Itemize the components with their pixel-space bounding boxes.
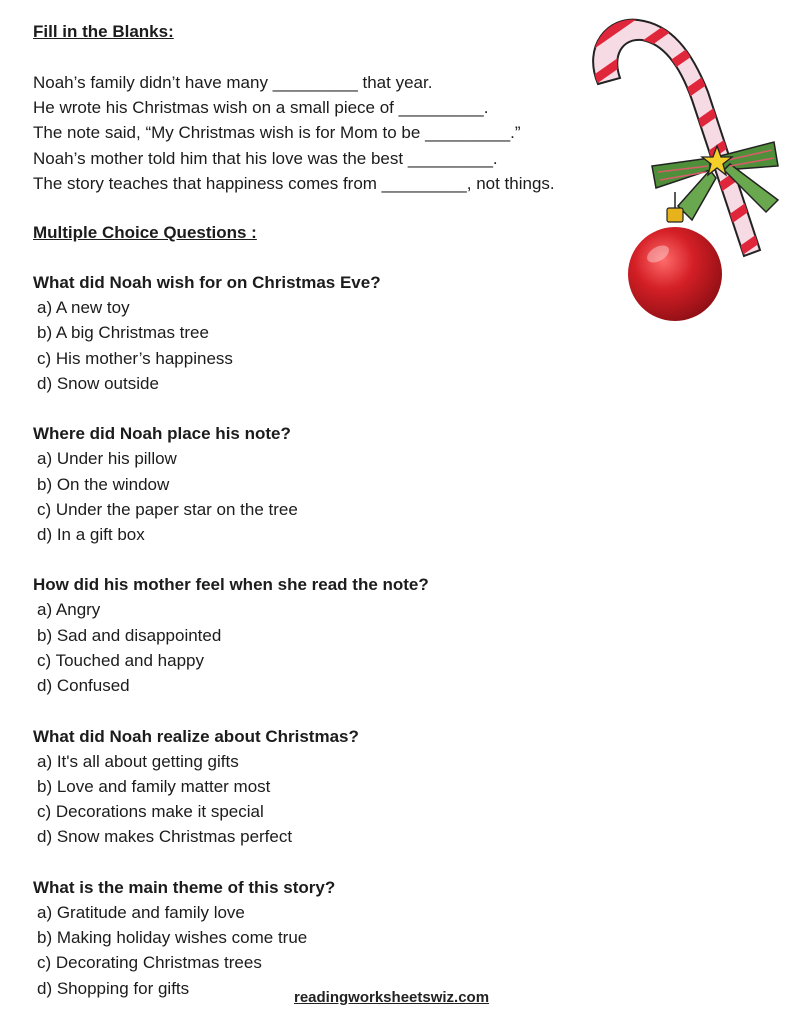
answer-option: a) A new toy [37,298,130,318]
answer-option: b) Sad and disappointed [37,625,222,645]
answer-option: c) His mother’s happiness [37,348,233,368]
answer-option: c) Decorating Christmas trees [37,953,262,973]
answer-option: a) It's all about getting gifts [37,751,239,771]
answer-option: b) Making holiday wishes come true [37,928,308,948]
answer-option: d) In a gift box [37,525,145,545]
worksheet-content [33,20,593,1001]
fill-blank-line: Noah’s family didn’t have many _________ that year. [33,73,433,92]
answer-option: b) A big Christmas tree [37,323,209,343]
answer-option: d) Confused [37,676,130,696]
question-text: Where did Noah place his note? [33,424,291,444]
question-block-2 [33,421,593,547]
question-block-5 [33,875,593,1001]
answer-option: d) Snow outside [37,373,159,393]
mcq-heading: Multiple Choice Questions : [33,223,257,243]
answer-option: a) Under his pillow [37,449,177,469]
candy-cane-ornament-icon [560,6,790,336]
question-block-3 [33,572,593,698]
fill-blank-line: The note said, “My Christmas wish is for Mom to be _________.” [33,123,521,143]
answer-option: c) Touched and happy [37,650,204,670]
question-text: What did Noah wish for on Christmas Eve? [33,273,381,293]
question-text: How did his mother feel when she read the note? [33,575,429,595]
answer-option: c) Under the paper star on the tree [37,499,298,519]
answer-option: d) Shopping for gifts [37,978,190,998]
fill-blank-line: Noah’s mother told him that his love was the best _________. [33,148,498,168]
answer-option: b) On the window [37,474,170,494]
fill-blank-line: He wrote his Christmas wish on a small piece of _________. [33,98,489,118]
answer-option: b) Love and family matter most [37,776,271,796]
question-text: What did Noah realize about Christmas? [33,726,359,746]
question-block-4 [33,724,593,850]
fill-blanks-list [33,70,593,196]
website-footer: readingworksheetswiz.com [294,989,490,1006]
question-block-1 [33,270,593,396]
question-text: What is the main theme of this story? [33,877,336,897]
answer-option: a) Gratitude and family love [37,902,245,922]
answer-option: c) Decorations make it special [37,802,264,822]
answer-option: d) Snow makes Christmas perfect [37,827,293,847]
answer-option: a) Angry [37,600,101,620]
fill-blanks-heading: Fill in the Blanks: [33,22,174,41]
fill-blank-line: The story teaches that happiness comes from _________, not things. [33,173,555,193]
